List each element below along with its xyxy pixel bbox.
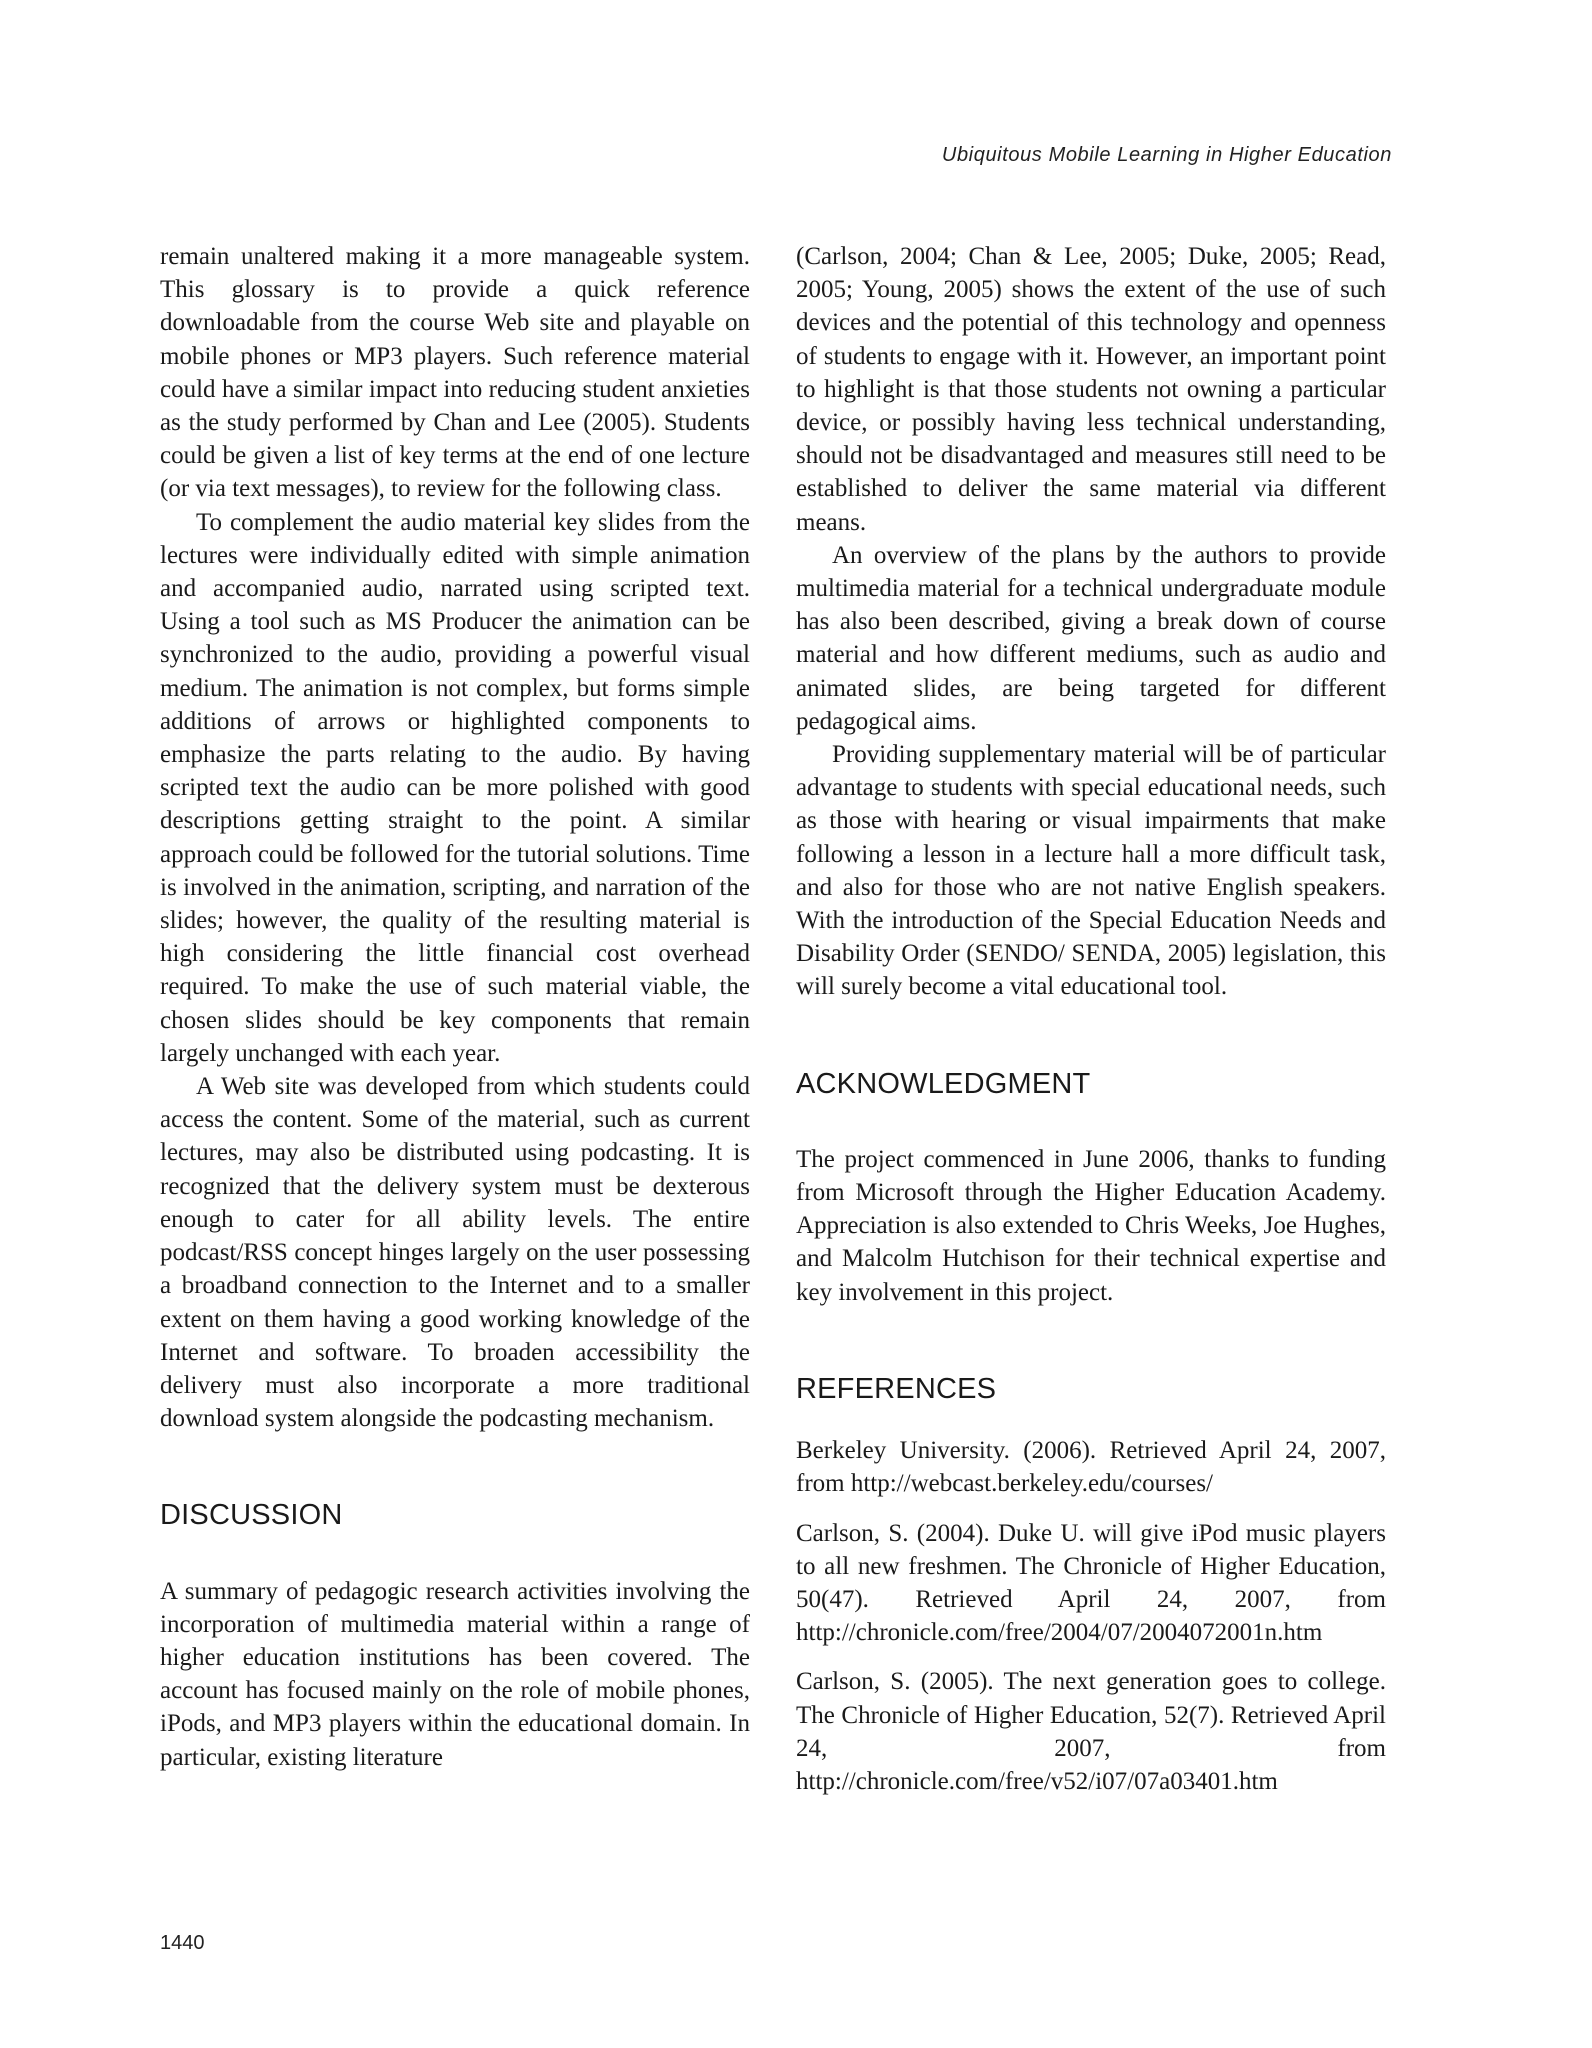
body-paragraph: (Carlson, 2004; Chan & Lee, 2005; Duke, 2005; Read, 2005; Young, 2005) shows the extent of the use of such devices and the potential of this technology and openness of students to engage with it. However, an important point to highlight is that those students not owning a particular device, or possibly having less technical understanding, should not be disadvantaged and measures still need to be established to deliver the same material via different means.	[796, 243, 1386, 536]
right-column	[796, 240, 1386, 1814]
reference-entry: Carlson, S. (2004). Duke U. will give iPod music players to all new freshmen. The Chronicle of Higher Education, 50(47). Retrieved April 24, 2007, from http://chronicle.com/free/2004/07/2004072001n.htm	[796, 1519, 1386, 1647]
body-paragraph: Providing supplementary material will be of particular advantage to students with special educational needs, such as those with hearing or visual impairments that make following a lesson in a lecture hall a more difficult task, and also for those who are not native English speakers. With the introduction of the Special Education Needs and Disability Order (SENDO/ SENDA, 2005) legislation, this will surely become a vital educational tool.	[796, 741, 1386, 1001]
body-paragraph: A Web site was developed from which students could access the content. Some of the material, such as current lectures, may also be distributed using podcasting. It is recognized that the delivery system must be dexterous enough to cater for all ability levels. The entire podcast/RSS concept hinges largely on the user possessing a broadband connection to the Internet and to a smaller extent on them having a good working knowledge of the Internet and software. To broaden accessibility the delivery must also incorporate a more traditional download system alongside the podcasting mechanism.	[160, 1073, 750, 1433]
acknowledgment-paragraph: The project commenced in June 2006, thanks to funding from Microsoft through the Higher Education Academy. Appreciation is also extended to Chris Weeks, Joe Hughes, and Malcolm Hutchison for their technical expertise and key involvement in this project.	[796, 1145, 1386, 1306]
left-column	[160, 240, 750, 1774]
page-number: 1440	[160, 1932, 205, 1954]
body-paragraph: remain unaltered making it a more manageable system. This glossary is to provide a quick reference downloadable from the course Web site and playable on mobile phones or MP3 players. Such reference material could have a similar impact into reducing student anxieties as the study performed by Chan and Lee (2005). Students could be given a list of key terms at the end of one lecture (or via text messages), to review for the following class.	[160, 243, 750, 503]
running-head: Ubiquitous Mobile Learning in Higher Education	[941, 144, 1392, 166]
section-heading-acknowledgment: ACKNOWLEDGMENT	[796, 1067, 1091, 1100]
body-paragraph: An overview of the plans by the authors to provide multimedia material for a technical undergraduate module has also been described, giving a break down of course material and how different mediums, such as audio and animated slides, are being targeted for different pedagogical aims.	[796, 541, 1386, 735]
reference-entry: Berkeley University. (2006). Retrieved April 24, 2007, from http://webcast.berkeley.edu/courses/	[796, 1437, 1386, 1498]
discussion-paragraph: A summary of pedagogic research activities involving the incorporation of multimedia material within a range of higher education institutions has been covered. The account has focused mainly on the role of mobile phones, iPods, and MP3 players within the educational domain. In particular, existing literature	[160, 1577, 750, 1771]
reference-entry: Carlson, S. (2005). The next generation goes to college. The Chronicle of Higher Education, 52(7). Retrieved April 24, 2007, from http://chronicle.com/free/v52/i07/07a03401.htm	[796, 1668, 1386, 1795]
section-heading-references: REFERENCES	[796, 1372, 997, 1405]
body-paragraph: To complement the audio material key slides from the lectures were individually edited with simple animation and accompanied audio, narrated using scripted text. Using a tool such as MS Producer the animation can be synchronized to the audio, providing a powerful visual medium. The animation is not complex, but forms simple additions of arrows or highlighted components to emphasize the parts relating to the audio. By having scripted text the audio can be more polished with good descriptions getting straight to the point. A similar approach could be followed for the tutorial solutions. Time is involved in the animation, scripting, and narration of the slides; however, the quality of the resulting material is high considering the little financial cost overhead required. To make the use of such material viable, the chosen slides should be key components that remain largely unchanged with each year.	[160, 508, 750, 1067]
section-heading-discussion: DISCUSSION	[160, 1499, 343, 1532]
